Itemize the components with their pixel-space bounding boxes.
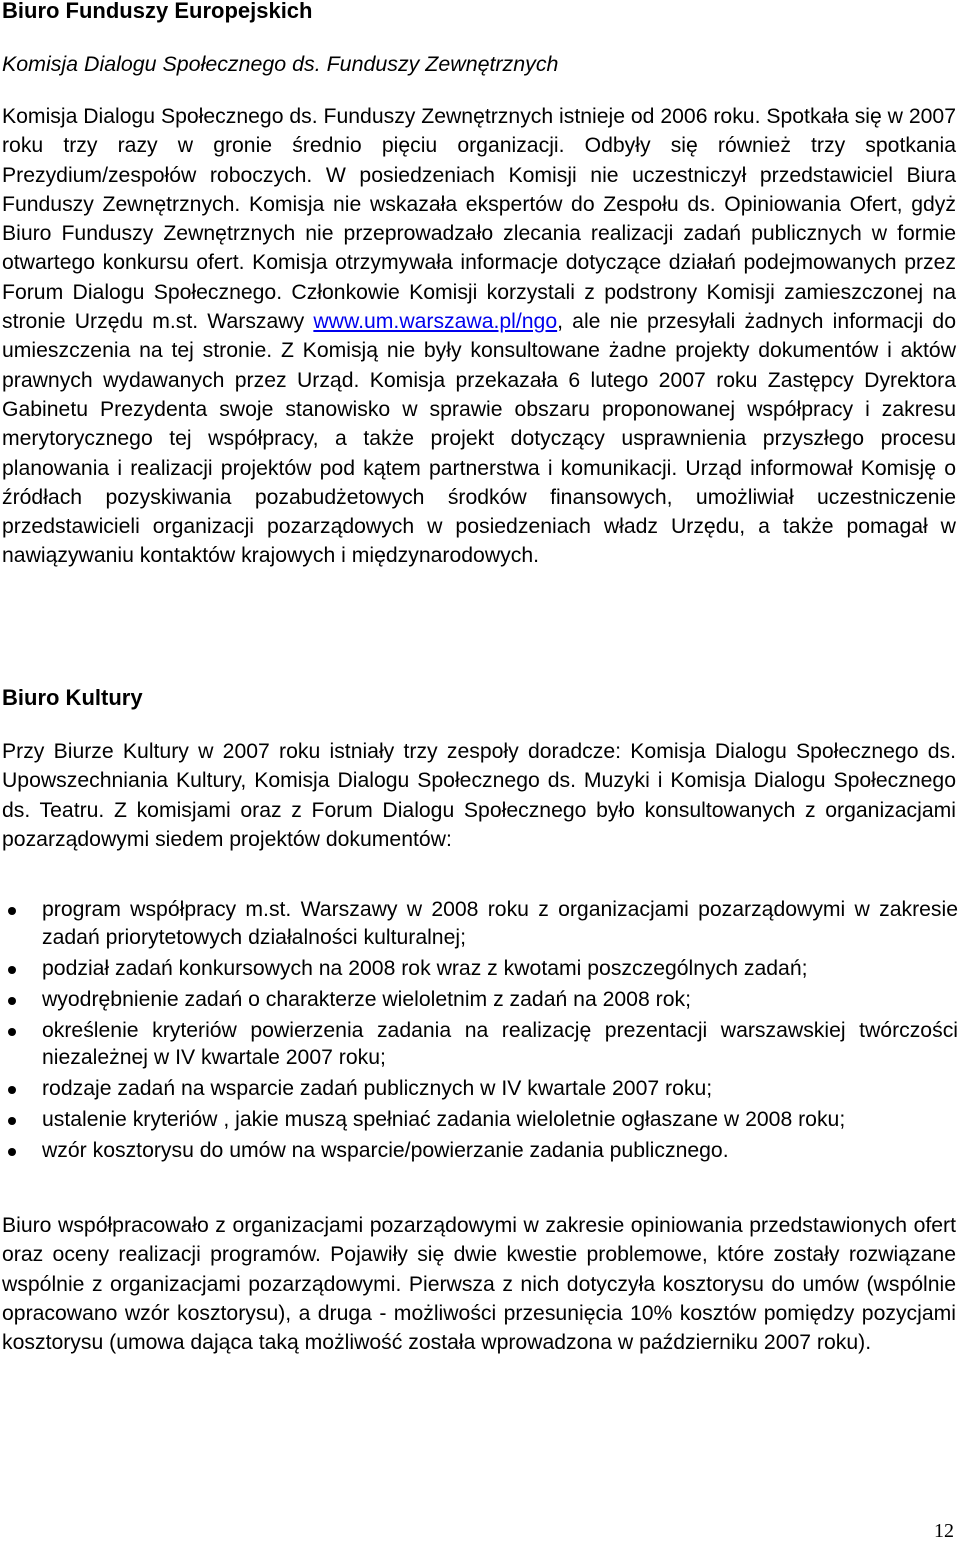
list-item [0,955,958,983]
bullet-icon [8,1117,16,1125]
list-item-text: ustalenie kryteriów , jakie muszą spełniać zadania wieloletnie ogłaszane w 2008 roku; [42,1108,846,1131]
section-title-biuro-funduszy-europejskich: Biuro Funduszy Europejskich [2,0,313,23]
paragraph-biuro-kultury-intro: Przy Biurze Kultury w 2007 roku istniały trzy zespoły doradcze: Komisja Dialogu Społecznego ds. Upowszechniania Kultury, Komisja Dialogu Społecznego ds. Muzyki i Komisja Dialogu Społecznego ds. Teatru. Z komisjami oraz z Forum Dialogu Społecznego było konsultowanych z organizacjami pozarządowymi siedem projektów dokumentów: [2,740,956,851]
list-item-text: rodzaje zadań na wsparcie zadań publicznych w IV kwartale 2007 roku; [42,1077,713,1100]
list-item-text: wzór kosztorysu do umów na wsparcie/powierzanie zadania publicznego. [42,1139,729,1162]
list-item [0,896,958,951]
paragraph-biuro-kultury-closing: Biuro współpracowało z organizacjami pozarządowymi w zakresie opiniowania przedstawionych ofert oraz oceny realizacji programów. Pojawiły się dwie kwestie problemowe, które zostały rozwiązane wspólnie z organizacjami pozarządowymi. Pierwsza z nich dotyczyła kosztorysu do umów (wspólnie opracowano wzór kosztorysu), a druga - możliwości przesunięcia 10% kosztów pomiędzy pozycjami kosztorysu (umowa dająca taką możliwość została wprowadzona w październiku 2007 roku). [2,1214,956,1355]
page-number: 12 [934,1520,954,1542]
section-subtitle-komisja: Komisja Dialogu Społecznego ds. Funduszy Zewnętrznych [2,52,559,76]
list-item [0,1017,958,1072]
list-item-text: określenie kryteriów powierzenia zadania na realizację prezentacji warszawskiej twórczości niezależnej w IV kwartale 2007 roku; [42,1018,958,1069]
list-item-text: program współpracy m.st. Warszawy w 2008 roku z organizacjami pozarządowymi w zakresie zadań priorytetowych działalności kulturalnej; [42,898,958,949]
ngo-link[interactable]: www.um.warszawa.pl/ngo [313,310,558,334]
list-item [0,1106,958,1134]
list-item-text: wyodrębnienie zadań o charakterze wieloletnim z zadań na 2008 rok; [42,987,691,1011]
consulted-documents-list [0,896,958,1168]
list-item [0,986,958,1014]
paragraph-text-before-link: Komisja Dialogu Społecznego ds. Funduszy Zewnętrznych istnieje od 2006 roku. Spotkała się w 2007 roku trzy razy w gronie średnio pięciu organizacji. Odbyły się również trzy spotkania Prezydium/zespołów roboczych. W posiedzeniach Komisji nie uczestniczył przedstawiciel Biura Funduszy Zewnętrznych. Komisja nie wskazała ekspertów do Zespołu ds. Opiniowania Ofert, gdyż Biuro Funduszy Zewnętrznych nie przeprowadzało zlecania realizacji zadań publicznych w formie otwartego konkursu ofert. Komisja otrzymywała informacje dotyczące działań podejmowanych przez Forum Dialogu Społecznego. Członkowie Komisji korzystali z podstrony Komisji zamieszczonej na stronie Urzędu m.st. Warszawy [2,105,956,334]
section-title-biuro-kultury: Biuro Kultury [2,685,143,710]
bullet-icon [8,1086,16,1094]
list-item [0,1137,958,1165]
list-item-text: podział zadań konkursowych na 2008 rok wraz z kwotami poszczególnych zadań; [42,956,808,980]
paragraph-text-after-link: , ale nie przesyłali żadnych informacji do umieszczenia na tej stronie. Z Komisją nie były konsultowane żadne projekty dokumentów i aktów prawnych wydawanych przez Urząd. Komisja przekazała 6 lutego 2007 roku Zastępcy Dyrektora Gabinetu Prezydenta swoje stanowisko w sprawie obszaru proponowanej współpracy i zakresu merytorycznego tej współpracy, a także projekt dotyczący usprawnienia przyszłego procesu planowania i realizacji projektów pod kątem partnerstwa i komunikacji. Urząd informował Komisję o źródłach pozyskiwania pozabudżetowych środków finansowych, umożliwiał uczestniczenie przedstawicieli organizacji pozarządowych w posiedzeniach władz Urzędu, a także pomagał w nawiązywaniu kontaktów krajowych i międzynarodowych. [2,310,956,568]
bullet-icon [8,1148,16,1156]
paragraph-komisja-funduszy [2,102,956,571]
bullet-icon [8,966,16,974]
bullet-icon [8,1028,16,1036]
list-item [0,1075,958,1103]
bullet-icon [8,907,16,915]
bullet-icon [8,997,16,1005]
